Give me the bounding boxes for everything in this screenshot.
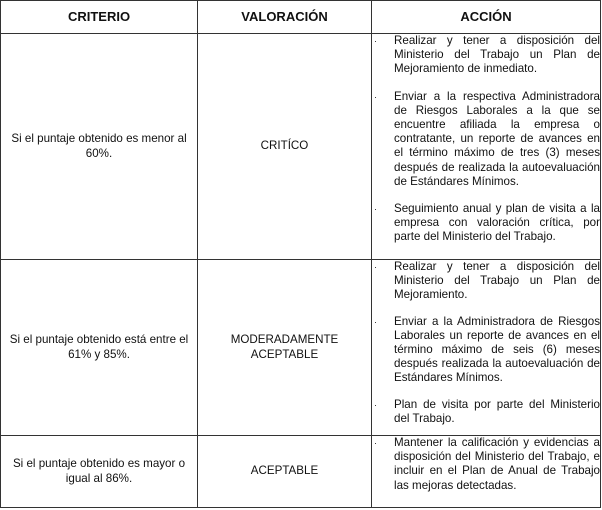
action-text: Enviar a la respectiva Administradora de Riesgos Laborales a la que se encuentre afiliada la empresa o contratante, un reporte de avances en el término máximo de tres (3) meses después de realizada la autoevaluación de Estándares Mínimos.	[394, 89, 600, 188]
action-item	[372, 398, 600, 426]
bullet-icon: ·	[374, 316, 377, 327]
action-text: Seguimiento anual y plan de visita a la empresa con valoración crítica, por parte del Ministerio del Trabajo.	[394, 202, 600, 244]
action-list	[372, 34, 600, 245]
action-item	[372, 34, 600, 77]
bullet-icon: ·	[374, 438, 377, 448]
table-row-moderado	[1, 260, 601, 436]
header-accion: ACCIÓN	[372, 1, 601, 34]
action-item	[372, 260, 600, 303]
action-text: Plan de visita por parte del Ministerio del Trabajo.	[394, 397, 600, 425]
table-row-aceptable	[1, 436, 601, 508]
criterio-cell: Si el puntaje obtenido es mayor o igual al 86%.	[1, 436, 198, 508]
action-item	[372, 202, 600, 245]
action-item	[372, 90, 600, 189]
criterio-cell: Si el puntaje obtenido está entre el 61% y 85%.	[1, 260, 198, 436]
bullet-icon: ·	[374, 36, 377, 46]
header-criterio: CRITERIO	[1, 1, 198, 34]
action-text: Mantener la calificación y evidencias a disposición del Ministerio del Trabajo, e incluir en el Plan de Anual de Trabajo las mejoras detectadas.	[394, 436, 600, 492]
accion-cell	[372, 436, 601, 508]
accion-cell	[372, 34, 601, 260]
criterio-cell: Si el puntaje obtenido es menor al 60%.	[1, 34, 198, 260]
accion-cell	[372, 260, 601, 436]
table-row-critico	[1, 34, 601, 260]
valoracion-cell: CRITÍCO	[198, 34, 372, 260]
action-list	[372, 260, 600, 426]
action-item	[372, 315, 600, 386]
header-row	[1, 1, 601, 34]
action-text: Enviar a la Administradora de Riesgos Laborales un reporte de avances en el término máximo de seis (6) meses después realizada la autoevaluación de Estándares Mínimos.	[394, 314, 600, 385]
action-list	[372, 436, 600, 493]
bullet-icon: ·	[374, 91, 377, 102]
bullet-icon: ·	[374, 262, 377, 272]
valoracion-cell: ACEPTABLE	[198, 436, 372, 508]
valoracion-cell: MODERADAMENTE ACEPTABLE	[198, 260, 372, 436]
action-text: Realizar y tener a disposición del Ministerio del Trabajo un Plan de Mejoramiento.	[394, 260, 600, 302]
header-valoracion: VALORACIÓN	[198, 1, 372, 34]
bullet-icon: ·	[374, 204, 377, 215]
action-item	[372, 436, 600, 493]
action-text: Realizar y tener a disposición del Ministerio del Trabajo un Plan de Mejoramiento de inmediato.	[394, 34, 600, 76]
bullet-icon: ·	[374, 399, 377, 410]
